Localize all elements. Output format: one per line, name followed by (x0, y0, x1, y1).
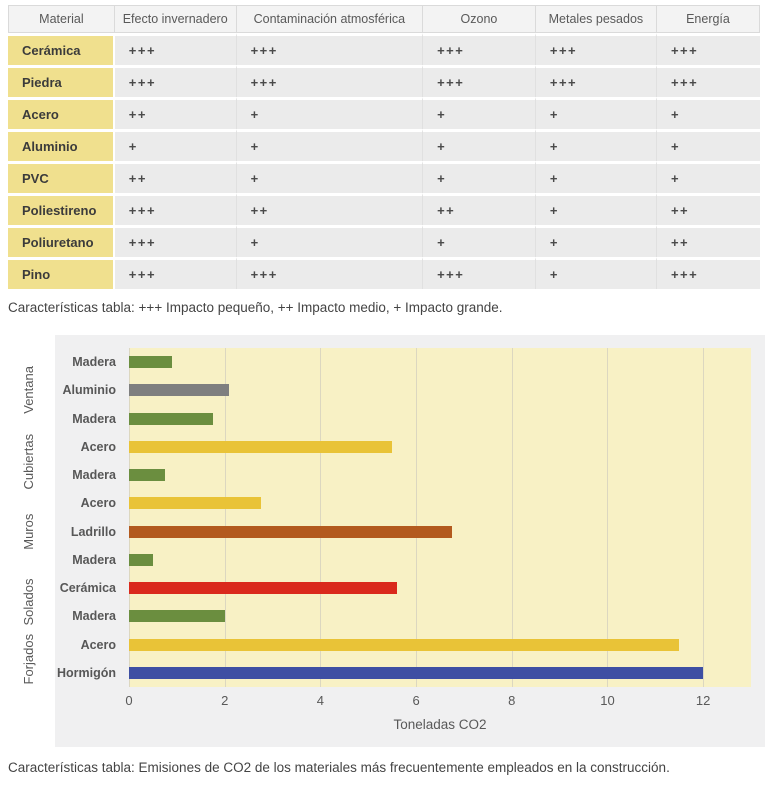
material-cell: Cerámica (8, 33, 115, 65)
impact-value-cell: +++ (423, 257, 536, 289)
bar-cerámica (129, 582, 397, 594)
column-header: Energía (657, 5, 760, 33)
impact-value-cell: +++ (237, 33, 423, 65)
gridline (416, 348, 417, 687)
impact-value-cell: +++ (115, 33, 237, 65)
column-header: Efecto invernadero (115, 5, 237, 33)
category-label: Madera (72, 411, 116, 426)
column-header: Ozono (423, 5, 536, 33)
chart-plot (129, 348, 751, 687)
category-label: Madera (72, 552, 116, 567)
group-label-cubiertas: Cubiertas (21, 433, 36, 489)
impact-value-cell: ++ (423, 193, 536, 225)
impact-table (8, 5, 760, 289)
impact-value-cell: + (237, 97, 423, 129)
gridline (703, 348, 704, 687)
x-tick-label: 2 (221, 693, 229, 708)
table-caption: Características tabla: +++ Impacto pequeño, ++ Impacto medio, + Impacto grande. (8, 300, 503, 315)
impact-value-cell: + (657, 129, 760, 161)
x-tick-label: 10 (600, 693, 615, 708)
material-cell: PVC (8, 161, 115, 193)
impact-value-cell: + (536, 225, 657, 257)
gridline (129, 348, 130, 687)
x-axis-ticks (125, 693, 751, 711)
table-row (8, 97, 760, 129)
impact-value-cell: ++ (115, 161, 237, 193)
impact-value-cell: ++ (657, 225, 760, 257)
impact-value-cell: + (657, 161, 760, 193)
column-header: Contaminación atmosférica (237, 5, 423, 33)
material-cell: Poliestireno (8, 193, 115, 225)
impact-value-cell: + (423, 161, 536, 193)
table-header-row (8, 5, 760, 33)
impact-value-cell: +++ (657, 33, 760, 65)
chart-box (55, 335, 765, 747)
impact-value-cell: ++ (237, 193, 423, 225)
bar-hormigón (129, 667, 703, 679)
x-tick-label: 4 (316, 693, 324, 708)
category-label: Cerámica (59, 581, 116, 596)
bar-ladrillo (129, 526, 452, 538)
impact-value-cell: + (536, 193, 657, 225)
impact-value-cell: + (657, 97, 760, 129)
impact-value-cell: + (115, 129, 237, 161)
material-cell: Piedra (8, 65, 115, 97)
impact-value-cell: + (536, 257, 657, 289)
impact-value-cell: ++ (657, 193, 760, 225)
impact-value-cell: +++ (115, 257, 237, 289)
impact-value-cell: +++ (115, 225, 237, 257)
axis-category-labels (55, 348, 125, 687)
gridline (607, 348, 608, 687)
group-label-forjados: Forjados (21, 633, 36, 685)
bar-acero (129, 441, 392, 453)
impact-value-cell: +++ (657, 65, 760, 97)
impact-value-cell: + (423, 129, 536, 161)
table-row (8, 33, 760, 65)
co2-chart (8, 335, 760, 747)
category-label: Madera (72, 609, 116, 624)
material-cell: Aluminio (8, 129, 115, 161)
impact-value-cell: +++ (115, 193, 237, 225)
category-label: Hormigón (56, 665, 116, 680)
table-row (8, 193, 760, 225)
axis-group-labels (14, 348, 46, 687)
material-cell: Poliuretano (8, 225, 115, 257)
gridline (320, 348, 321, 687)
group-label-muros: Muros (21, 513, 36, 550)
category-label: Acero (80, 496, 116, 511)
impact-value-cell: + (423, 225, 536, 257)
category-label: Ladrillo (70, 524, 116, 539)
x-tick-label: 6 (412, 693, 420, 708)
table-row (8, 257, 760, 289)
impact-value-cell: +++ (536, 65, 657, 97)
category-label: Acero (80, 439, 116, 454)
group-label-solados: Solados (21, 578, 36, 626)
category-label: Madera (72, 468, 116, 483)
impact-value-cell: +++ (115, 65, 237, 97)
impact-value-cell: + (237, 161, 423, 193)
impact-value-cell: + (237, 225, 423, 257)
table-row (8, 129, 760, 161)
material-cell: Pino (8, 257, 115, 289)
chart-caption: Características tabla: Emisiones de CO2 de los materiales más frecuentemente empleados en la construcción. (8, 760, 670, 775)
category-label: Aluminio (62, 383, 116, 398)
bar-aluminio (129, 384, 229, 396)
bar-acero (129, 497, 261, 509)
impact-value-cell: +++ (536, 33, 657, 65)
column-header: Material (8, 5, 115, 33)
x-tick-label: 0 (125, 693, 133, 708)
column-header: Metales pesados (536, 5, 657, 33)
impact-value-cell: + (237, 129, 423, 161)
impact-value-cell: + (536, 161, 657, 193)
category-label: Acero (80, 637, 116, 652)
material-cell: Acero (8, 97, 115, 129)
impact-value-cell: +++ (237, 257, 423, 289)
bar-madera (129, 413, 213, 425)
bar-madera (129, 610, 225, 622)
table-row (8, 65, 760, 97)
bar-madera (129, 554, 153, 566)
impact-value-cell: +++ (423, 65, 536, 97)
table-row (8, 161, 760, 193)
table-row (8, 225, 760, 257)
impact-value-cell: +++ (657, 257, 760, 289)
impact-value-cell: + (536, 97, 657, 129)
impact-value-cell: +++ (423, 33, 536, 65)
gridline (512, 348, 513, 687)
category-label: Madera (72, 355, 116, 370)
impact-value-cell: + (423, 97, 536, 129)
bar-madera (129, 469, 165, 481)
x-axis-title: Toneladas CO2 (393, 717, 487, 732)
impact-value-cell: + (536, 129, 657, 161)
bar-acero (129, 639, 679, 651)
impact-value-cell: +++ (237, 65, 423, 97)
x-tick-label: 12 (695, 693, 711, 708)
impact-value-cell: ++ (115, 97, 237, 129)
x-tick-label: 8 (508, 693, 516, 708)
bar-madera (129, 356, 172, 368)
gridline (225, 348, 226, 687)
group-label-ventana: Ventana (21, 366, 36, 415)
